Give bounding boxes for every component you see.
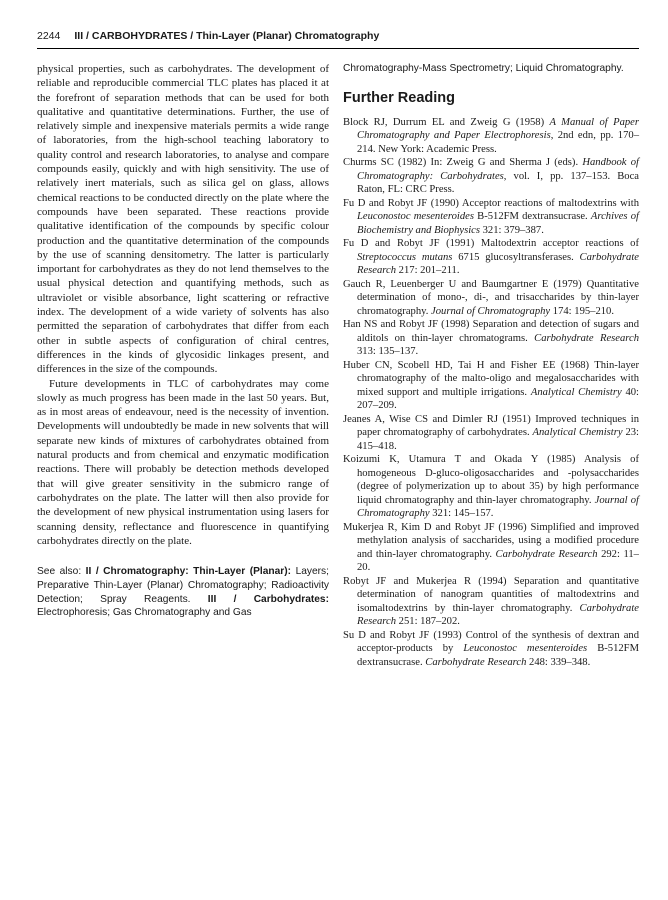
right-column bbox=[343, 62, 639, 669]
see-also-label: See also: bbox=[37, 566, 82, 578]
reference-item: Fu D and Robyt JF (1991) Maltodextrin acceptor reactions of Streptococcus mutans 6715 glucosyltransferases. Carbohydrate Research 217: 201–211. bbox=[343, 238, 639, 277]
reference-item: Jeanes A, Wise CS and Dimler RJ (1951) Improved techniques in paper chromatography of carbohydrates. Analytical Chemistry 23: 415–418. bbox=[343, 413, 639, 452]
reference-item: Robyt JF and Mukerjea R (1994) Separation and quantitative determination of nanogram quantities of maltodextrins and isomaltodextrins by thin-layer chromatography. Carbohydrate Research 251: 187–202. bbox=[343, 575, 639, 628]
reference-item: Han NS and Robyt JF (1998) Separation and detection of sugars and alditols on thin-layer chromatograms. Carbohydrate Research 313: 135–137. bbox=[343, 319, 639, 358]
reference-item: Su D and Robyt JF (1993) Control of the synthesis of dextran and acceptor-products by Leuconostoc mesenteroides B-512FM dextransucrase. Carbohydrate Research 248: 339–348. bbox=[343, 629, 639, 668]
reference-item: Huber CN, Scobell HD, Tai H and Fisher EE (1968) Thin-layer chromatography of the malto-oligo and megalosaccharides with mixed support and multiple irrigations. Analytical Chemistry 40: 207–209. bbox=[343, 359, 639, 412]
see-also-link-1[interactable]: II / Chromatography: Thin-Layer (Planar): bbox=[85, 566, 292, 578]
reference-item: Gauch R, Leuenberger U and Baumgartner E (1979) Quantitative determination of mono-, di-, and trisaccharides by thin-layer chromatography. Journal of Chromatography 174: 195–210. bbox=[343, 278, 639, 317]
left-column bbox=[37, 62, 329, 620]
header-text bbox=[37, 30, 379, 42]
reference-item: Koizumi K, Utamura T and Okada Y (1985) Analysis of homogeneous D-gluco-oligosaccharides and -polysaccharides (degree of polymerization up to about 35) by high performance liquid chromatography and thin-layer chromatography. Journal of Chromatography 321: 145–157. bbox=[343, 454, 639, 520]
body-paragraph-1: physical properties, such as carbohydrates. The development of reliable and reproducible commercial TLC plates has placed it at the forefront of separation methods that can be used for both qualitative and quantitative determinations. Further, the use of relatively simple and inexpensive materials permits a wide range of laboratories, from the high-school teaching laboratory to quality control and research laboratories, to analyse and compare compounds easily, quickly and with high sensitivity. The use of relatively inert materials, such as silica gel on glass, allows chemical reactions to be conducted directly on the plate where the compounds have been separated. These reactions provide qualitative identification of the compounds by specific colour production and the quantitative determination of the compounds by the use of scanning densitometry. The latter is particularly important for carbohydrates as they do not lend themselves to the usual physical detection and quantifying methods, such as ultraviolet or visible absorbance, light scattering or refractive index. The development of a wide variety of solvents has also permitted the separation of carbohydrates that differ from each other in subtle aspects of configuration of chiral centres, differences in the kinds of glycosidic linkages present, and differences in the size of the compounds. bbox=[37, 63, 329, 376]
reference-item: Churms SC (1982) In: Zweig G and Sherma J (eds). Handbook of Chromatography: Carbohydrates, vol. I, pp. 137–153. Boca Raton, FL: CRC Press. bbox=[343, 157, 639, 196]
see-also-continuation[interactable]: Chromatography-Mass Spectrometry; Liquid Chromatography. bbox=[343, 63, 624, 74]
page-number: 2244 bbox=[37, 30, 61, 42]
further-reading-heading: Further Reading bbox=[343, 89, 455, 106]
see-also bbox=[37, 565, 329, 620]
reference-item: Fu D and Robyt JF (1990) Acceptor reactions of maltodextrins with Leuconostoc mesenteroides B-512FM dextransucrase. Archives of Biochemistry and Biophysics 321: 379–387. bbox=[343, 197, 639, 236]
see-also-text-1[interactable]: Layers; Preparative Thin-Layer (Planar) Chromatography; Radioactivity Detection; Spray Reagents. bbox=[37, 566, 329, 605]
running-header bbox=[37, 30, 639, 49]
reference-item: Mukerjea R, Kim D and Robyt JF (1996) Simplified and improved methylation analysis of saccharides, using a modified procedure and thin-layer chromatography. Carbohydrate Research 292: 11–20. bbox=[343, 521, 639, 574]
body-paragraph-2: Future developments in TLC of carbohydrates may come slowly as much progress has been made in the last 50 years. But, as in most areas of endeavour, need is the necessity of invention. Developments will undoubtedly be made in new solvents that will separate new kinds of mixtures of carbohydrates obtained from natural products and from chemical and enzymatic modification reactions. There will probably be detection methods developed that will give greater sensitivity in the submicro range of carbohydrates on the plate. The latter will then also provide for the development of new physical instrumentation using lasers for scanning density, reflectance and fluorescence in quantifying carbohydrates directly on the plate. bbox=[37, 377, 329, 547]
reference-list bbox=[343, 116, 639, 670]
see-also-text-2[interactable]: Electrophoresis; Gas Chromatography and Gas bbox=[37, 607, 252, 619]
running-title: III / CARBOHYDRATES / Thin-Layer (Planar) Chromatography bbox=[74, 30, 380, 42]
reference-item: Block RJ, Durrum EL and Zweig G (1958) A Manual of Paper Chromatography and Paper Electrophoresis, 2nd edn, pp. 170–214. New York: Academic Press. bbox=[343, 116, 640, 155]
see-also-link-2[interactable]: III / Carbohydrates: bbox=[207, 593, 329, 605]
